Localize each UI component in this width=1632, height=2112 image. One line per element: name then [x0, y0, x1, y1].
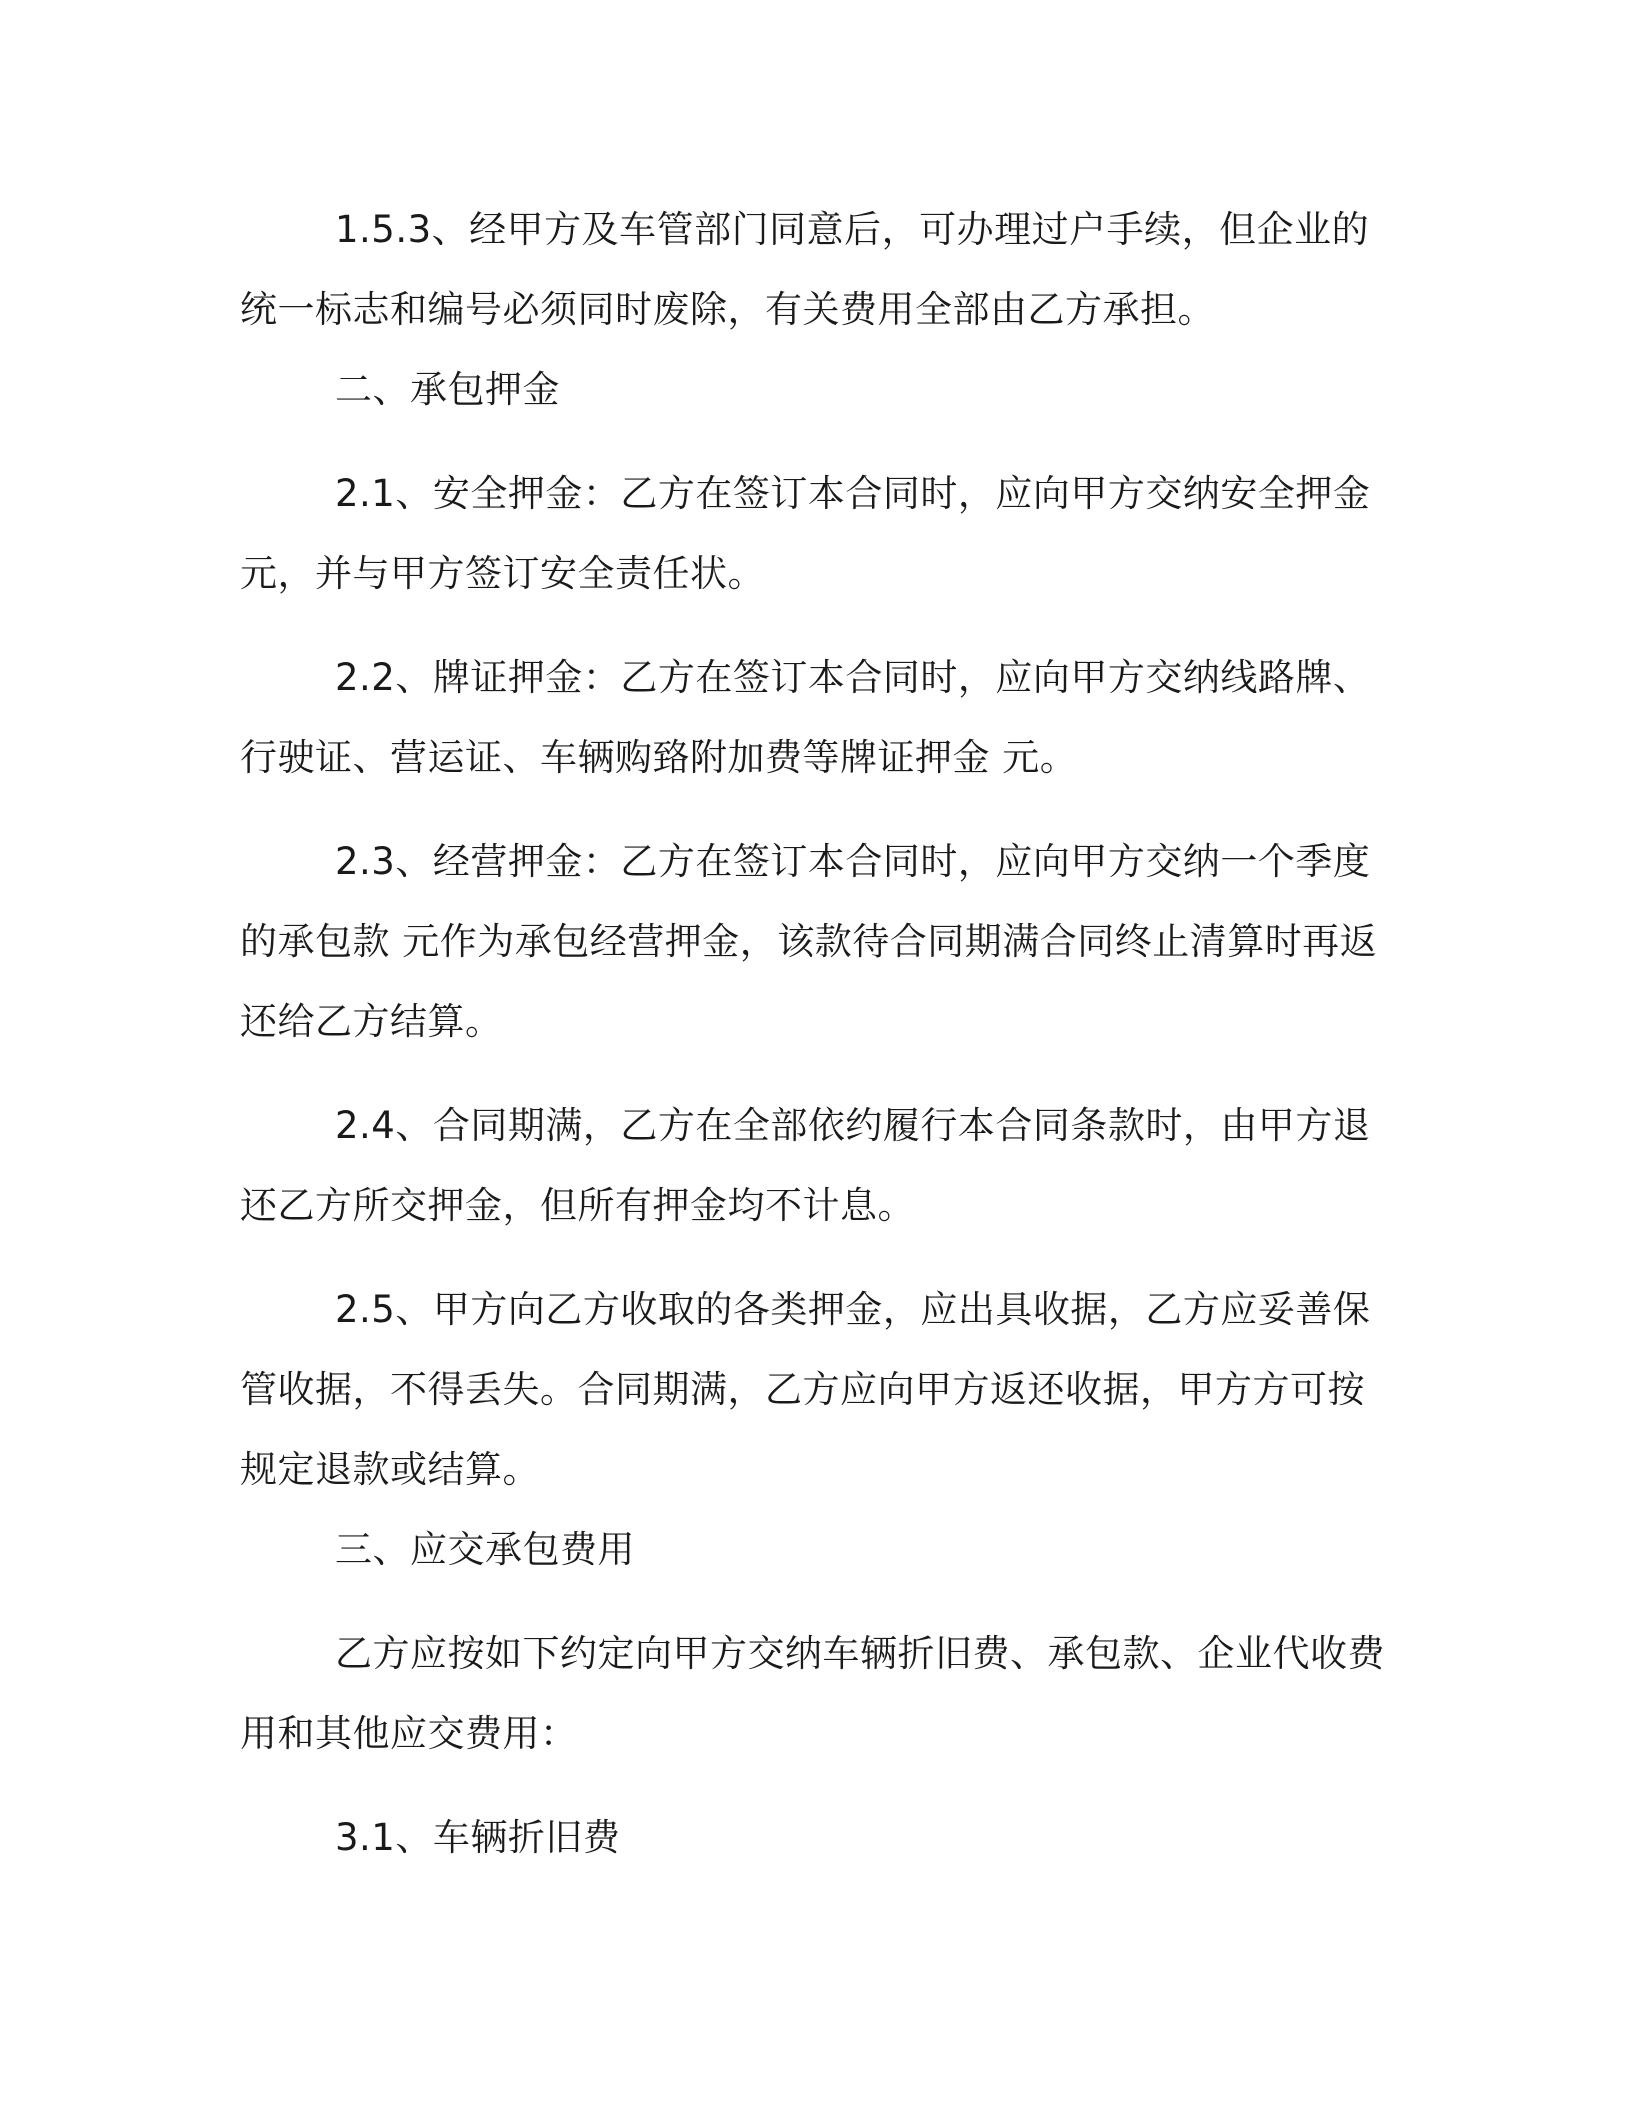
clause-1-5-3: 1.5.3、经甲方及车管部门同意后，可办理过户手续，但企业的统一标志和编号必须同时废除，有关费用全部由乙方承担。	[240, 208, 1370, 331]
document-body	[240, 190, 1390, 1878]
section-heading-deposit: 二、承包押金	[335, 368, 560, 411]
section-heading-fees: 三、应交承包费用	[335, 1528, 635, 1571]
fees-intro: 乙方应按如下约定向甲方交纳车辆折旧费、承包款、企业代收费用和其他应交费用：	[240, 1632, 1385, 1755]
clause-2-4: 2.4、合同期满，乙方在全部依约履行本合同条款时，由甲方退还乙方所交押金，但所有押金均不计息。	[240, 1104, 1371, 1227]
clause-2-2: 2.2、牌证押金：乙方在签订本合同时，应向甲方交纳线路牌、行驶证、营运证、车辆购臵附加费等牌证押金 元。	[240, 656, 1371, 779]
clause-2-1: 2.1、安全押金：乙方在签订本合同时，应向甲方交纳安全押金 元，并与甲方签订安全责任状。	[240, 472, 1371, 595]
clause-2-5: 2.5、甲方向乙方收取的各类押金，应出具收据，乙方应妥善保管收据，不得丢失。合同期满，乙方应向甲方返还收据，甲方方可按规定退款或结算。	[240, 1288, 1371, 1491]
clause-3-1: 3.1、车辆折旧费	[335, 1816, 621, 1859]
clause-2-3: 2.3、经营押金：乙方在签订本合同时，应向甲方交纳一个季度的承包款 元作为承包经营押金，该款待合同期满合同终止清算时再返还给乙方结算。	[240, 840, 1378, 1043]
